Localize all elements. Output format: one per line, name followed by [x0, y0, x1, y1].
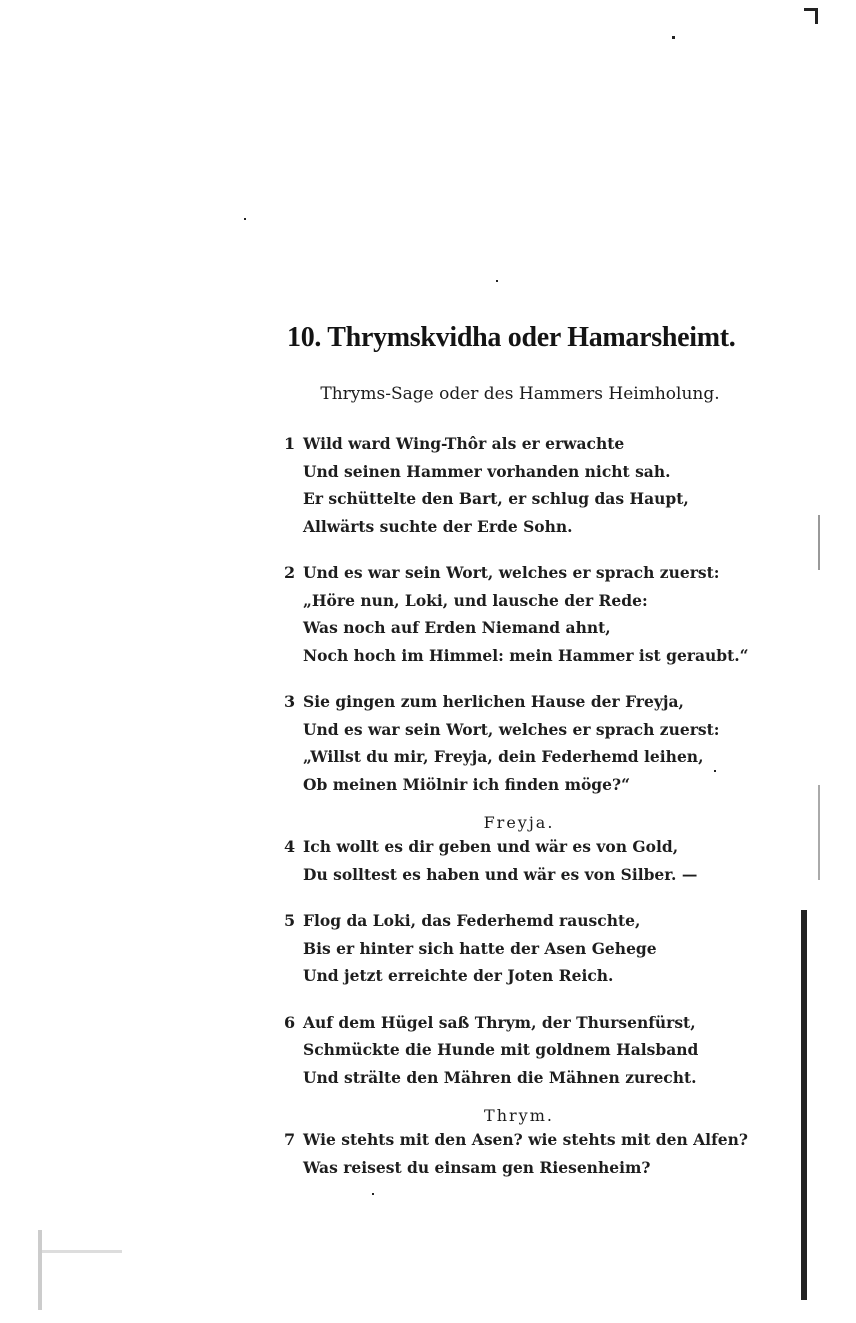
verse-line: Und es war sein Wort, welches er sprach zuerst: [303, 719, 720, 739]
stanza-number: 5 [284, 911, 296, 930]
scan-edge-line [818, 785, 820, 880]
scan-dot [244, 218, 246, 220]
scan-edge-smudge [42, 1250, 122, 1253]
stanza-4 [284, 833, 734, 888]
verse-line: Was reisest du einsam gen Riesenheim? [303, 1157, 651, 1177]
verse-line: Er schüttelte den Bart, er schlug das Haupt, [303, 489, 689, 508]
stanza-2 [284, 559, 749, 669]
stanza-3 [284, 688, 734, 798]
page-title: 10. Thrymskvidha oder Hamarsheimt. [287, 322, 736, 353]
stanza-number: 4 [284, 837, 296, 856]
verse-line: Du solltest es haben und wär es von Silber. — [303, 864, 698, 884]
stanza-number: 2 [284, 563, 296, 582]
page-subtitle: Thryms-Sage oder des Hammers Heimholung. [320, 384, 720, 404]
stanza-number: 1 [284, 434, 296, 453]
verse-line: „Willst du mir, Freyja, dein Federhemd leihen, [303, 747, 704, 766]
scan-dot [672, 36, 675, 39]
verse-line: Bis er hinter sich hatte der Asen Gehege [303, 938, 657, 958]
stanza-7 [284, 1126, 748, 1181]
verse-line: Wild ward Wing-Thôr als er erwachte [303, 434, 625, 453]
stanza-number: 6 [284, 1012, 296, 1032]
speaker-heading: Freyja. [483, 813, 555, 832]
stanza-number: 7 [284, 1130, 296, 1149]
scan-edge-line [818, 515, 820, 570]
scan-edge-smudge [38, 1230, 42, 1310]
verse-line: Wie stehts mit den Asen? wie stehts mit den Alfen? [303, 1130, 748, 1149]
stanza-1 [284, 430, 734, 540]
verse-line: Und jetzt erreichte der Joten Reich. [303, 966, 614, 985]
poem-body [284, 430, 749, 1200]
verse-line: Und es war sein Wort, welches er sprach zuerst: [303, 563, 720, 582]
stanza-6 [284, 1009, 734, 1092]
scan-corner-mark [815, 8, 818, 24]
scan-dot [496, 280, 498, 282]
verse-line: Und strälte den Mähren die Mähnen zurecht. [303, 1067, 697, 1087]
verse-line: Allwärts suchte der Erde Sohn. [303, 516, 573, 536]
verse-line: Noch hoch im Himmel: mein Hammer ist geraubt.“ [303, 645, 749, 665]
speaker-heading: Thrym. [484, 1106, 554, 1125]
verse-line: Schmückte die Hunde mit goldnem Halsband [303, 1040, 699, 1059]
verse-line: Sie gingen zum herlichen Hause der Freyja, [303, 692, 684, 711]
stanza-5 [284, 907, 734, 990]
verse-line: „Höre nun, Loki, und lausche der Rede: [303, 590, 648, 610]
stanza-number: 3 [284, 692, 296, 711]
scan-edge-bar [801, 910, 807, 1300]
verse-line: Ich wollt es dir geben und wär es von Gold, [303, 837, 679, 856]
verse-line: Und seinen Hammer vorhanden nicht sah. [303, 461, 671, 481]
verse-line: Ob meinen Miölnir ich finden möge?“ [303, 774, 631, 794]
verse-line: Auf dem Hügel saß Thrym, der Thursenfürst, [303, 1012, 696, 1032]
verse-line: Was noch auf Erden Niemand ahnt, [303, 618, 611, 637]
verse-line: Flog da Loki, das Federhemd rauschte, [303, 911, 641, 930]
